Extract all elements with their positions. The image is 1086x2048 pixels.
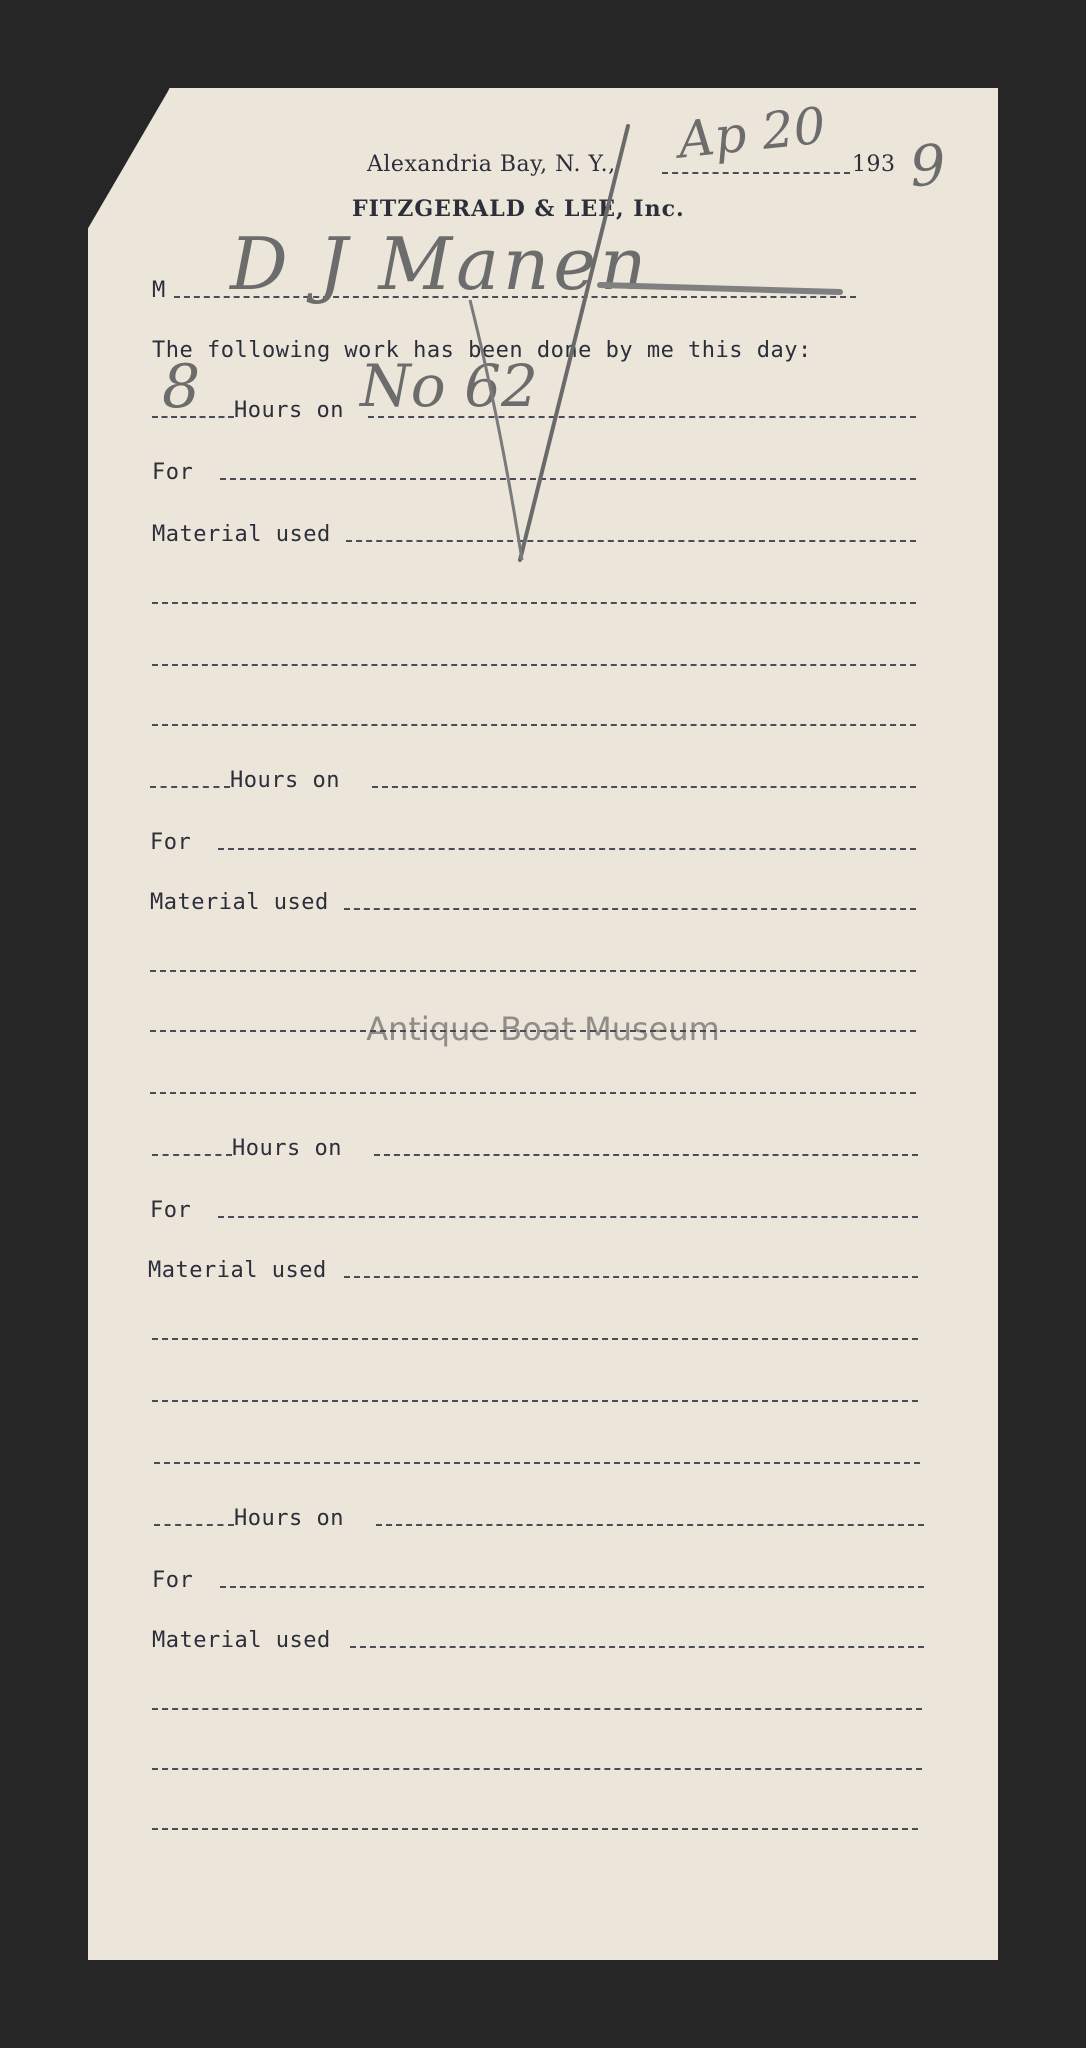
blank-line [150, 970, 916, 972]
hours-line [152, 1154, 232, 1156]
material-label: Material used [148, 1258, 327, 1283]
hours-label: Hours on [234, 398, 344, 423]
blank-line [152, 1338, 918, 1340]
addressee-prefix: M [152, 278, 166, 303]
hours-on-line [372, 786, 916, 788]
hours-label: Hours on [234, 1506, 344, 1531]
for-line [218, 848, 916, 850]
blank-line [152, 1400, 918, 1402]
material-label: Material used [152, 522, 331, 547]
handwritten-date: Ap 20 [675, 96, 829, 170]
blank-line [152, 1708, 922, 1710]
material-label: Material used [150, 890, 329, 915]
hours-line [150, 786, 230, 788]
material-line [350, 1646, 924, 1648]
handwritten-hull-number: No 62 [360, 352, 538, 420]
for-label: For [150, 830, 192, 855]
date-line [662, 172, 850, 174]
blank-line [152, 602, 916, 604]
blank-line [154, 1462, 920, 1464]
material-label: Material used [152, 1628, 331, 1653]
blank-line [152, 724, 916, 726]
for-line [220, 478, 916, 480]
hours-label: Hours on [232, 1136, 342, 1161]
material-line [344, 908, 916, 910]
handwritten-name: D J Manen [230, 222, 651, 306]
watermark: Antique Boat Museum [366, 1010, 720, 1048]
material-line [346, 540, 916, 542]
for-line [218, 1216, 918, 1218]
for-label: For [150, 1198, 192, 1223]
blank-line [152, 664, 916, 666]
company-name: FITZGERALD & LEE, Inc. [352, 196, 685, 222]
for-line [220, 1586, 924, 1588]
material-line [344, 1276, 918, 1278]
handwritten-year: 9 [907, 132, 948, 201]
for-label: For [152, 460, 194, 485]
for-label: For [152, 1568, 194, 1593]
blank-line [150, 1092, 916, 1094]
year-prefix: 193 [852, 152, 896, 177]
blank-line [152, 1768, 922, 1770]
hours-label: Hours on [230, 768, 340, 793]
blank-line [152, 1828, 918, 1830]
intro-text: The following work has been done by me this day: [152, 338, 812, 363]
place-label: Alexandria Bay, N. Y., [367, 152, 616, 177]
hours-on-line [374, 1154, 918, 1156]
hours-line [154, 1524, 234, 1526]
handwritten-hours: 8 [162, 352, 201, 422]
hours-on-line [376, 1524, 924, 1526]
